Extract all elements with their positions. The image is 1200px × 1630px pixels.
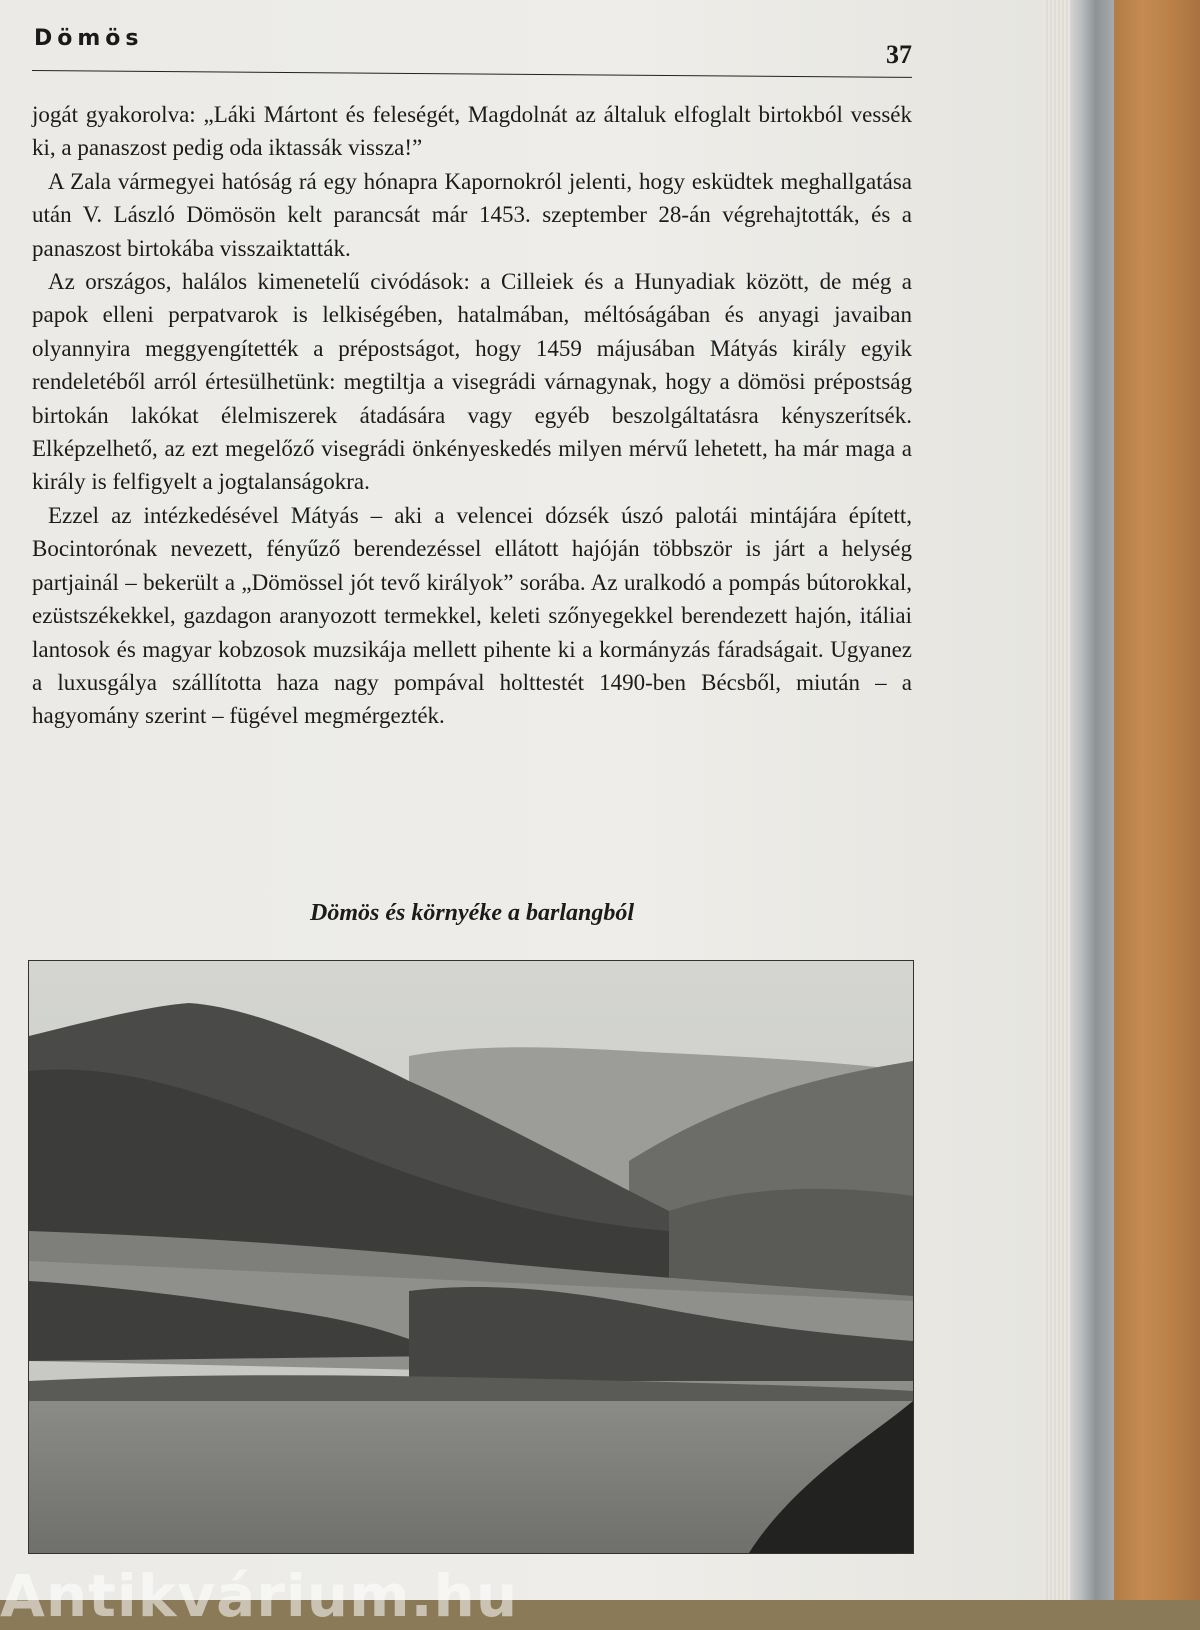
header-rule: [32, 70, 912, 78]
table-surface: [1110, 0, 1200, 1600]
landscape-photo: [28, 960, 914, 1554]
watermark: Antikvárium.hu: [0, 1562, 519, 1630]
paragraph: Az országos, halálos kimenetelű civódások: a Cilleiek és a Hunyadiak között, de még a papok elleni perpatvarok is lelkiségében, hatalmában, méltóságában és anyagi javaiban olyannyira meggyengítették a prépostságot, hogy 1459 májusában Mátyás király egyik rendeletéből arról értesülhetünk: megtiltja a visegrádi várnagynak, hogy a dömösi prépostság birtokán lakókat élelmiszerek átadására vagy egyéb beszolgáltatásra kényszerítsék. Elképzelhető, az ezt megelőző visegrádi önkényeskedés milyen mérvű lehetett, ha már maga a király is felfigyelt a jogtalanságokra.: [32, 269, 912, 495]
paragraph: A Zala vármegyei hatóság rá egy hónapra Kapornokról jelenti, hogy esküdtek meghallgatása után V. László Dömösön kelt parancsát már 1453. szeptember 28-án végrehajtották, és a panaszost birtokába visszaiktatták.: [32, 168, 912, 261]
page-stack: [1040, 0, 1070, 1600]
paragraph: jogát gyakorolva: „Láki Mártont és feleségét, Magdolnát az általuk elfoglalt birtokból vessék ki, a panaszost pedig oda iktassák vissza!”: [32, 102, 912, 161]
photo-caption: Dömös és környéke a barlangból: [310, 900, 634, 926]
body-text: [32, 98, 912, 733]
book-cover-edge: [1068, 0, 1114, 1600]
paragraph: Ezzel az intézkedésével Mátyás – aki a velencei dózsék úszó palotái mintájára épített, Bocintorónak nevezett, fényűző berendezéssel ellátott hajóján többször is járt a helység partjainál – bekerült a „Dömössel jót tevő királyok” sorába. Az uralkodó a pompás bútorokkal, ezüstszékekkel, gazdagon aranyozott termekkel, keleti szőnyegekkel berendezett hajón, itáliai lantosok és magyar kobzosok muzsikája mellett pihente ki a kormányzás fáradságait. Ugyanez a luxusgálya szállította haza nagy pompával holttestét 1490-ben Bécsből, miután – a hagyomány szerint – fügével megmérgezték.: [32, 502, 912, 729]
landscape-photo-image: [29, 961, 913, 1553]
page-number: 37: [886, 40, 912, 69]
running-head: Dömös: [34, 26, 144, 51]
